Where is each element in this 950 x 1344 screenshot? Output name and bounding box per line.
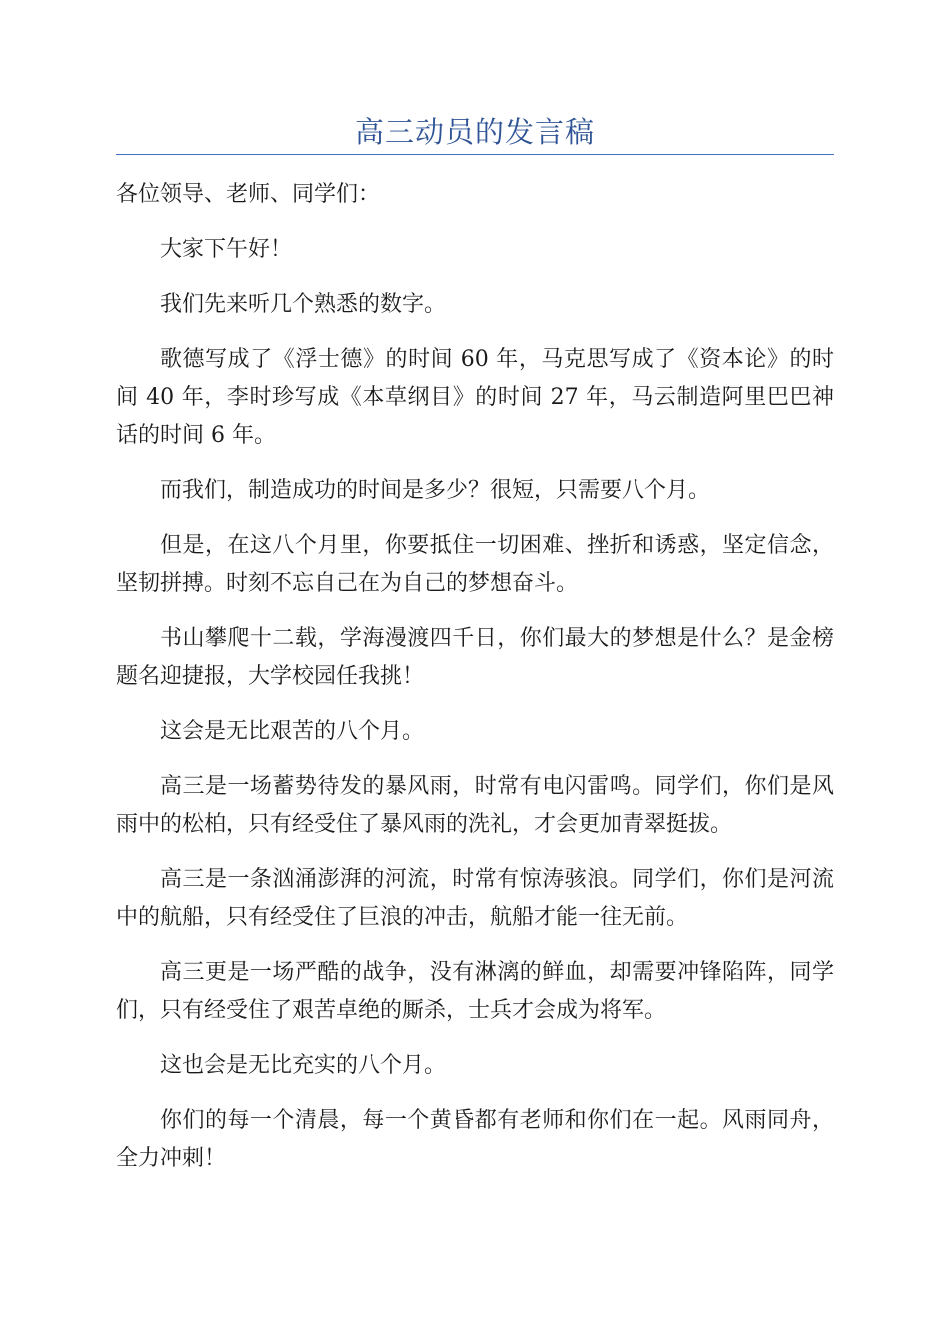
paragraph: 大家下午好！: [160, 237, 293, 262]
paragraph: 高三是一场蓄势待发的暴风雨，时常有电闪雷鸣。同学们，你们是风雨中的松柏，只有经受住了暴风雨的洗礼，才会更加青翠挺拔。: [116, 774, 834, 837]
salutation: 各位领导、老师、同学们：: [116, 182, 381, 207]
document-body: [116, 176, 834, 1195]
paragraph: 你们的每一个清晨，每一个黄昏都有老师和你们在一起。风雨同舟，全力冲刺！: [116, 1108, 834, 1171]
paragraph: 书山攀爬十二载，学海漫渡四千日，你们最大的梦想是什么？是金榜题名迎捷报，大学校园任我挑！: [116, 626, 834, 689]
paragraph: 但是，在这八个月里，你要抵住一切困难、挫折和诱惑，坚定信念，坚韧拼搏。时刻不忘自己在为自己的梦想奋斗。: [116, 533, 834, 596]
paragraph: 而我们，制造成功的时间是多少？很短，只需要八个月。: [160, 478, 711, 503]
document-title: 高三动员的发言稿: [354, 115, 595, 149]
paragraph: 我们先来听几个熟悉的数字。: [160, 292, 447, 317]
paragraph: 这也会是无比充实的八个月。: [160, 1053, 447, 1078]
paragraph: 高三更是一场严酷的战争，没有淋漓的鲜血，却需要冲锋陷阵，同学们，只有经受住了艰苦卓绝的厮杀，士兵才会成为将军。: [116, 960, 834, 1023]
paragraph: 歌德写成了《浮士德》的时间 60 年，马克思写成了《资本论》的时间 40 年，李时珍写成《本草纲目》的时间 27 年，马云制造阿里巴巴神话的时间 6 年。: [116, 347, 834, 448]
paragraph: 这会是无比艰苦的八个月。: [160, 719, 425, 744]
paragraph: 高三是一条汹涌澎湃的河流，时常有惊涛骇浪。同学们，你们是河流中的航船，只有经受住了巨浪的冲击，航船才能一往无前。: [116, 867, 834, 930]
title-underline: [116, 154, 834, 155]
